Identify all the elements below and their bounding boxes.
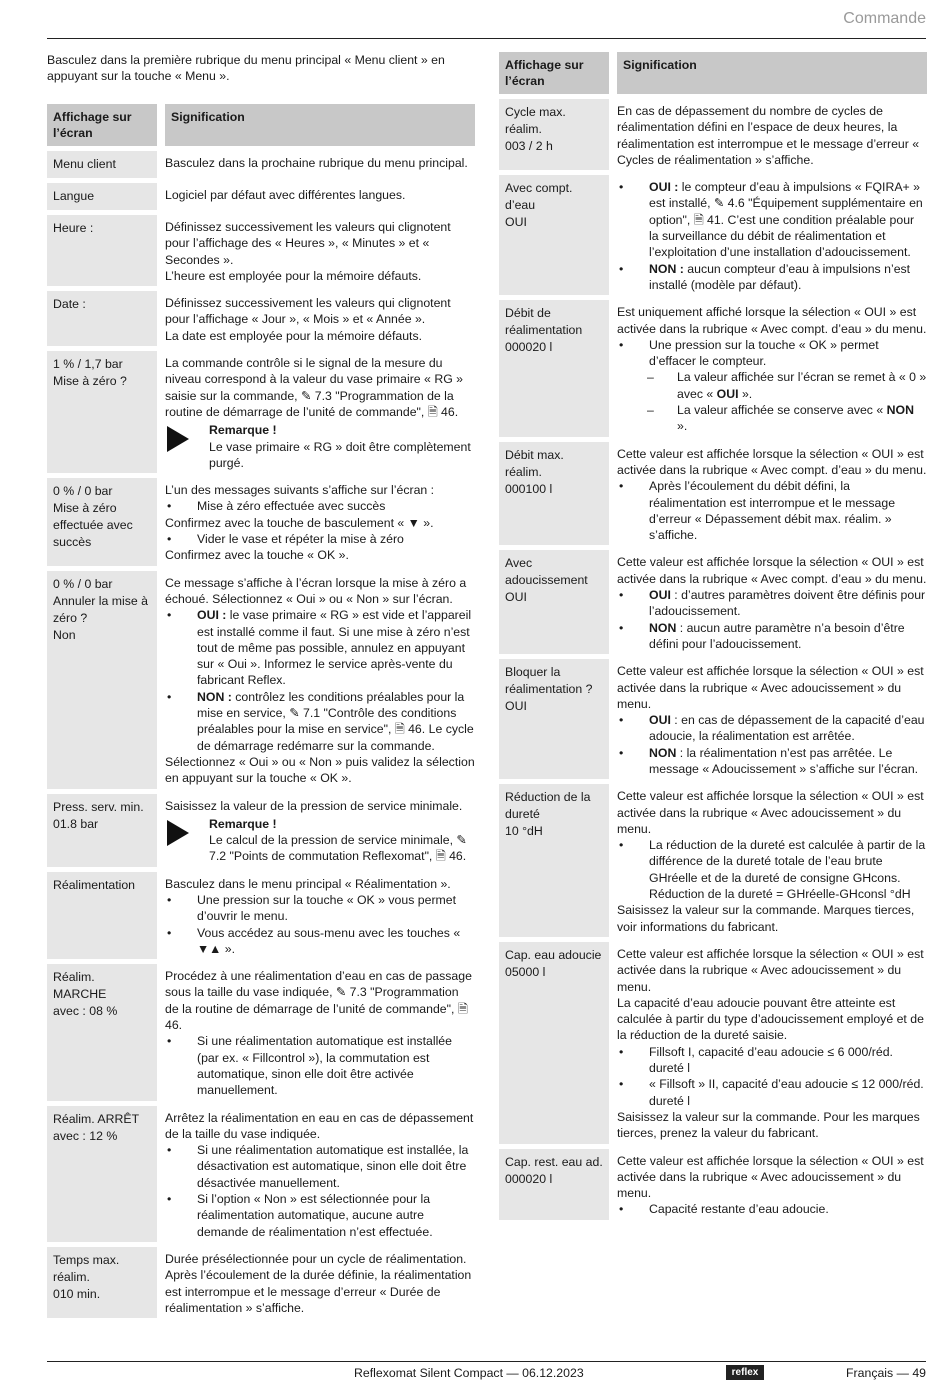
note-content (209, 816, 475, 865)
table-row (499, 442, 927, 546)
bullet-bold: NON : (197, 689, 232, 704)
display-text: 0 % / 0 bar (53, 484, 113, 499)
bullet-marker: • (167, 1143, 172, 1158)
display-text: OUI (505, 215, 527, 230)
sub-text: La valeur affichée sur l’écran se remet à « 0 » avec « OUI ». (677, 370, 927, 401)
display-cell (499, 942, 609, 1144)
display-text: Heure : (53, 221, 94, 235)
footer-document: Reflexomat Silent Compact — 06.12.2023 (354, 1366, 584, 1380)
bullet-text: Si une réalimentation automatique est installée, la désactivation est automatique, sinon elle doit être désactivée manuellement. (197, 1143, 469, 1190)
bullet-item (165, 607, 475, 688)
meaning-cell (617, 442, 927, 546)
display-text: OUI (505, 590, 527, 605)
meaning-text: L’un des messages suivants s’affiche sur l’écran : (165, 483, 435, 498)
table-row (499, 942, 927, 1144)
table-row (499, 175, 927, 295)
table-row (499, 659, 927, 779)
bullet-item (165, 892, 475, 925)
display-text: Réalim. MARCHE (53, 970, 107, 1002)
bullet-item (617, 712, 927, 745)
display-cell (47, 794, 157, 867)
meaning-cell (165, 183, 475, 210)
meaning-text: Est uniquement affiché lorsque la sélection « OUI » est activée dans la rubrique « Avec compt. d’eau » du menu. (617, 305, 927, 336)
display-text: 05000 l (505, 964, 546, 979)
bullet-item (165, 531, 475, 547)
bullet-item (165, 689, 475, 754)
meaning-cell (617, 784, 927, 937)
display-text: Non (53, 627, 76, 642)
bullet-item (617, 1044, 927, 1077)
table-row (47, 151, 475, 178)
note-arrow-icon (165, 422, 209, 471)
bullet-text: Fillsoft I, capacité d’eau adoucie ≤ 6 000/réd. dureté l (649, 1044, 893, 1076)
meaning-text: Cette valeur est affichée lorsque la sélection « OUI » est activée dans la rubrique « Avec compt. d’eau » du menu. (617, 555, 927, 586)
dash-marker: – (647, 403, 654, 418)
footer-divider (47, 1361, 926, 1362)
table-row (47, 291, 475, 346)
meaning-cell (165, 794, 475, 867)
meaning-cell (617, 550, 927, 654)
bullet-marker: • (167, 608, 172, 623)
meaning-text: Cette valeur est affichée lorsque la sélection « OUI » est activée dans la rubrique « Avec adoucissement » du menu. (617, 1153, 924, 1201)
meaning-cell (165, 1106, 475, 1242)
display-text: 000020 l (505, 1171, 553, 1186)
table-row (47, 478, 475, 565)
display-cell (499, 175, 609, 295)
meaning-text: Saisissez la valeur sur la commande. Marques tierces, voir informations du fabricant. (617, 903, 915, 934)
bullet-marker: • (619, 479, 624, 494)
bullet-item (617, 837, 927, 902)
display-text: 000100 l (505, 481, 553, 496)
note-box (165, 422, 475, 471)
meaning-cell (165, 571, 475, 789)
bullet-text: NON : la réalimentation n’est pas arrêtée. Le message « Adoucissement » s’affiche sur l’écran. (649, 745, 919, 776)
sub-item (617, 369, 927, 402)
bullet-text: Vider le vase et répéter la mise à zéro (197, 532, 404, 547)
bullet-text: Une pression sur la touche « OK » vous permet d’ouvrir le menu. (197, 892, 457, 924)
bullet-item (617, 478, 927, 543)
meaning-cell (617, 1149, 927, 1220)
bullet-marker: • (167, 689, 172, 704)
bullet-item (165, 925, 475, 958)
bullet-marker: • (619, 745, 624, 760)
bullet-item (617, 261, 927, 294)
bullet-marker: • (619, 713, 624, 728)
bullet-marker: • (619, 180, 624, 195)
sub-item (617, 402, 927, 435)
meaning-text: Confirmez avec la touche « OK ». (165, 548, 349, 563)
table-row (47, 183, 475, 210)
display-text: Avec compt. d’eau (505, 181, 573, 213)
bullet-marker: • (619, 1044, 624, 1059)
meaning-text: Arrêtez la réalimentation en eau en cas de dépassement de la taille du vase indiquée. (165, 1110, 474, 1141)
bullet-text: Capacité restante d’eau adoucie. (649, 1202, 829, 1217)
table-row (47, 964, 475, 1100)
header-display: Affichage sur l’écran (47, 104, 157, 146)
bullet-bold: NON : (649, 261, 684, 276)
reflex-logo: reflex (726, 1365, 764, 1380)
bullet-bold: OUI (649, 588, 671, 603)
display-text: Débit max. réalim. (505, 447, 564, 479)
display-cell (47, 291, 157, 346)
display-cell (47, 1247, 157, 1318)
display-text: Mise à zéro ? (53, 374, 127, 389)
display-text: Annuler la mise à zéro ? (53, 593, 149, 625)
display-cell (499, 784, 609, 937)
meaning-cell (165, 478, 475, 565)
bullet-marker: • (619, 337, 624, 352)
display-cell (47, 351, 157, 473)
table-row (47, 872, 475, 959)
meaning-text: En cas de dépassement du nombre de cycles de réalimentation défini en l’espace de deux heures, la réalimentation est interrompue et le message d’erreur « Cycles de réalimentation » s’affiche. (617, 104, 920, 167)
table-row (47, 1106, 475, 1242)
meaning-text: La commande contrôle si le signal de la mesure du niveau correspond à la valeur du vase primaire « RG » saisie sur la commande, ✎ 7.3 "Programmation de la routine de démarrage de l’unité de commande", 🗎 46. (165, 356, 464, 419)
table-header (47, 104, 475, 146)
bullet-text: Après l’écoulement du débit défini, la réalimentation est interrompue et le message d’erreur « Dépassement débit max. réalim. » s’affiche. (649, 479, 896, 543)
display-text: Temps max. réalim. (53, 1252, 120, 1284)
table-row (499, 99, 927, 170)
bullet-item (617, 1201, 927, 1217)
bullet-text: « Fillsoft » II, capacité d’eau adoucie ≤ 12 000/réd. dureté l (649, 1077, 924, 1108)
page-number: Français — 49 (846, 1366, 926, 1380)
bullet-item (617, 745, 927, 778)
meaning-text: L’heure est employée pour la mémoire défauts. (165, 268, 422, 283)
bullet-text: La réduction de la dureté est calculée à partir de la différence de la dureté totale de l’eau brute GHréelle et de la dureté de consigne GHcons. Réduction de la dureté = GHréelle-GHconsl °dH (649, 838, 926, 902)
bullet-text: Vous accédez au sous-menu avec les touches « ▼▲ ». (197, 925, 461, 956)
table-row (47, 794, 475, 867)
bullet-text: OUI : le compteur d’eau à impulsions « FQIRA+ » est installé, ✎ 4.6 "Équipement supplémentaire en option", 🗎 41. C’est une condition préalable pour la surveillance du débit de réalimentation et l’exploitation d’une installation d’adoucissement. (649, 180, 923, 260)
note-title: Remarque ! (209, 423, 277, 438)
bullet-item (617, 620, 927, 653)
header-divider (47, 38, 926, 39)
bullet-text: Une pression sur la touche « OK » permet d’effacer le compteur. (649, 337, 879, 369)
display-text: Bloquer la réalimentation ? (505, 665, 593, 697)
note-arrow-icon (165, 816, 209, 865)
meaning-text: Durée présélectionnée pour un cycle de réalimentation. Après l’écoulement de la durée définie, la réalimentation est interrompue et le message d’erreur « Durée de réalimentation » s’affiche. (165, 1251, 472, 1315)
meaning-text: La capacité d’eau adoucie pouvant être atteinte est calculée à partir du type d’adoucissement employé et de la réduction de la dureté saisie. (617, 995, 924, 1043)
display-text: 10 °dH (505, 824, 543, 839)
display-text: Press. serv. min. (53, 799, 144, 814)
bullet-text: NON : contrôlez les conditions préalables pour la mise en service, ✎ 7.1 "Contrôle des conditions préalables pour la mise en service", 🗎 46. Le cycle de démarrage redémarre sur la commande. (197, 689, 474, 753)
bullet-marker: • (167, 532, 172, 547)
note-box (165, 816, 475, 865)
display-text: 01.8 bar (53, 816, 99, 831)
table-header (499, 52, 927, 94)
display-cell (47, 478, 157, 565)
display-cell (499, 550, 609, 654)
meaning-text: Définissez successivement les valeurs qui clignotent pour l’affichage des « Heures », « Minutes » et « Secondes ». (165, 220, 451, 267)
note-text: Le vase primaire « RG » doit être complètement purgé. (209, 439, 471, 470)
table-row (499, 1149, 927, 1220)
bullet-marker: • (167, 892, 172, 907)
meaning-text: Logiciel par défaut avec différentes langues. (165, 188, 406, 202)
bullet-item (165, 498, 475, 514)
meaning-cell (617, 942, 927, 1144)
sub-bold: NON (886, 403, 914, 418)
meaning-cell (165, 291, 475, 346)
meaning-text: Définissez successivement les valeurs qui clignotent pour l’affichage « Jour », « Mois » et « Année ». (165, 296, 451, 327)
note-content (209, 422, 475, 471)
header-display: Affichage sur l’écran (499, 52, 609, 94)
display-text: avec : 12 % (53, 1128, 118, 1143)
display-text: Réduction de la dureté (505, 790, 591, 822)
meaning-text: Basculez dans le menu principal « Réalimentation ». (165, 876, 451, 891)
display-text: Cap. rest. eau ad. (505, 1154, 603, 1169)
display-text: Date : (53, 297, 86, 312)
sub-text: La valeur affichée se conserve avec « NON ». (677, 403, 914, 434)
display-cell (47, 964, 157, 1100)
bullet-item (165, 1191, 475, 1240)
right-table (499, 52, 927, 1225)
meaning-text: Cette valeur est affichée lorsque la sélection « OUI » est activée dans la rubrique « Avec adoucissement » du menu. (617, 789, 924, 836)
meaning-text: Ce message s’affiche à l’écran lorsque la mise à zéro a échoué. Sélectionnez « Oui » ou « Non » sur l’écran. (165, 575, 467, 606)
display-text: Avec adoucissement (505, 556, 588, 588)
sub-bold: OUI (716, 386, 739, 401)
display-cell (47, 151, 157, 178)
display-text: Langue (53, 189, 95, 203)
note-text: Le calcul de la pression de service minimale, ✎ 7.2 "Points de commutation Reflexomat", 🗎 46. (209, 833, 467, 864)
table-row (47, 571, 475, 789)
meaning-cell (165, 872, 475, 959)
bullet-item (617, 587, 927, 620)
meaning-text: Basculez dans la prochaine rubrique du menu principal. (165, 156, 468, 170)
meaning-cell (617, 175, 927, 295)
display-text: Débit de réalimentation (505, 306, 583, 338)
bullet-marker: • (619, 838, 624, 853)
display-text: OUI (505, 699, 527, 714)
bullet-marker: • (619, 588, 624, 603)
bullet-text: OUI : le vase primaire « RG » est vide et l’appareil est installé comme il faut. Si une mise à zéro n’est tout de même pas possible, annulez en appuyant sur « Oui ». Informez le service après-vente du fabricant Reflex. (197, 608, 472, 688)
dash-marker: – (647, 370, 654, 385)
header-meaning: Signification (617, 52, 927, 94)
meaning-cell (617, 99, 927, 170)
note-title: Remarque ! (209, 816, 277, 831)
bullet-item (617, 1076, 927, 1109)
meaning-text: Procédez à une réalimentation d’eau en cas de passage sous la taille du vase indiquée, ✎ 7.3 "Programmation de la routine de démarrage de l’unité de commande", 🗎 46. (165, 969, 472, 1033)
bullet-text: Mise à zéro effectuée avec succès (197, 499, 386, 514)
meaning-text: Cette valeur est affichée lorsque la sélection « OUI » est activée dans la rubrique « Avec adoucissement » du menu. (617, 664, 924, 711)
bullet-bold: OUI : (649, 180, 679, 195)
bullet-text: NON : aucun compteur d’eau à impulsions n’est installé (modèle par défaut). (649, 261, 911, 292)
header-meaning: Signification (165, 104, 475, 146)
intro-text: Basculez dans la première rubrique du menu principal « Menu client » en appuyant sur la touche « Menu ». (47, 53, 445, 83)
display-cell (499, 659, 609, 779)
table-row (47, 215, 475, 286)
bullet-marker: • (619, 1202, 624, 1217)
bullet-marker: • (619, 1077, 624, 1092)
meaning-text: Saisissez la valeur de la pression de service minimale. (165, 798, 463, 813)
table-row (499, 300, 927, 436)
bullet-bold: NON (649, 620, 677, 635)
left-table (47, 104, 475, 1323)
bullet-item (617, 337, 927, 370)
display-text: 010 min. (53, 1286, 101, 1301)
display-cell (47, 183, 157, 210)
bullet-text: OUI : d’autres paramètres doivent être définis pour l’adoucissement. (649, 588, 926, 619)
meaning-cell (617, 300, 927, 436)
display-text: Cycle max. réalim. (505, 105, 566, 136)
bullet-marker: • (619, 620, 624, 635)
bullet-bold: OUI : (197, 608, 227, 623)
display-cell (499, 99, 609, 170)
display-text: Réalim. ARRÊT (53, 1111, 140, 1126)
bullet-item (617, 179, 927, 260)
section-title: Commande (843, 10, 926, 27)
meaning-cell (165, 215, 475, 286)
display-text: Cap. eau adoucie (505, 947, 602, 962)
display-text: 0 % / 0 bar (53, 576, 113, 591)
meaning-text: Sélectionnez « Oui » ou « Non » puis validez la sélection en appuyant sur la touche « OK ». (165, 754, 475, 786)
table-row (499, 550, 927, 654)
display-cell (47, 1106, 157, 1242)
table-row (499, 784, 927, 937)
bullet-item (165, 1033, 475, 1098)
display-text: Menu client (53, 157, 116, 171)
display-text: 003 / 2 h (505, 139, 553, 153)
bullet-bold: OUI (649, 713, 671, 728)
bullet-marker: • (167, 1192, 172, 1207)
bullet-bold: NON (649, 745, 677, 760)
display-text: 000020 l (505, 340, 553, 355)
meaning-text: Saisissez la valeur sur la commande. Pour les marques tierces, prenez la valeur du fabricant. (617, 1109, 920, 1141)
display-cell (47, 215, 157, 286)
display-cell (47, 571, 157, 789)
bullet-text: NON : aucun autre paramètre n’a besoin d’être défini pour l’adoucissement. (649, 620, 905, 651)
display-text: Mise à zéro effectuée avec succès (53, 501, 133, 550)
meaning-text: Cette valeur est affichée lorsque la sélection « OUI » est activée dans la rubrique « Avec adoucissement » du menu. (617, 946, 924, 994)
bullet-marker: • (619, 261, 624, 276)
meaning-cell (617, 659, 927, 779)
meaning-cell (165, 151, 475, 178)
bullet-marker: • (167, 1034, 172, 1049)
display-cell (499, 1149, 609, 1220)
bullet-item (165, 1142, 475, 1191)
display-cell (499, 442, 609, 546)
table-row (47, 1247, 475, 1318)
bullet-marker: • (167, 925, 172, 940)
display-text: 1 % / 1,7 bar (53, 357, 123, 372)
meaning-cell (165, 1247, 475, 1318)
meaning-text: La date est employée pour la mémoire défauts. (165, 328, 423, 343)
display-text: Réalimentation (53, 877, 136, 892)
bullet-text: Si une réalimentation automatique est installée (par ex. « Fillcontrol »), la commutation est automatique, sinon elle doit être activée manuellement. (197, 1034, 452, 1098)
bullet-text: OUI : en cas de dépassement de la capacité d’eau adoucie, la réalimentation est arrêtée. (649, 713, 925, 744)
display-cell (47, 872, 157, 959)
meaning-text: Confirmez avec la touche de basculement « ▼ ». (165, 515, 434, 530)
table-row (47, 351, 475, 473)
display-cell (499, 300, 609, 436)
meaning-cell (165, 964, 475, 1100)
meaning-cell (165, 351, 475, 473)
bullet-text: Si l’option « Non » est sélectionnée pour la réalimentation automatique, aucune autre demande de réalimentation n’est effectuée. (197, 1192, 433, 1239)
meaning-text: Cette valeur est affichée lorsque la sélection « OUI » est activée dans la rubrique « Avec compt. d’eau » du menu. (617, 446, 927, 477)
bullet-marker: • (167, 499, 172, 514)
display-text: avec : 08 % (53, 1004, 118, 1019)
